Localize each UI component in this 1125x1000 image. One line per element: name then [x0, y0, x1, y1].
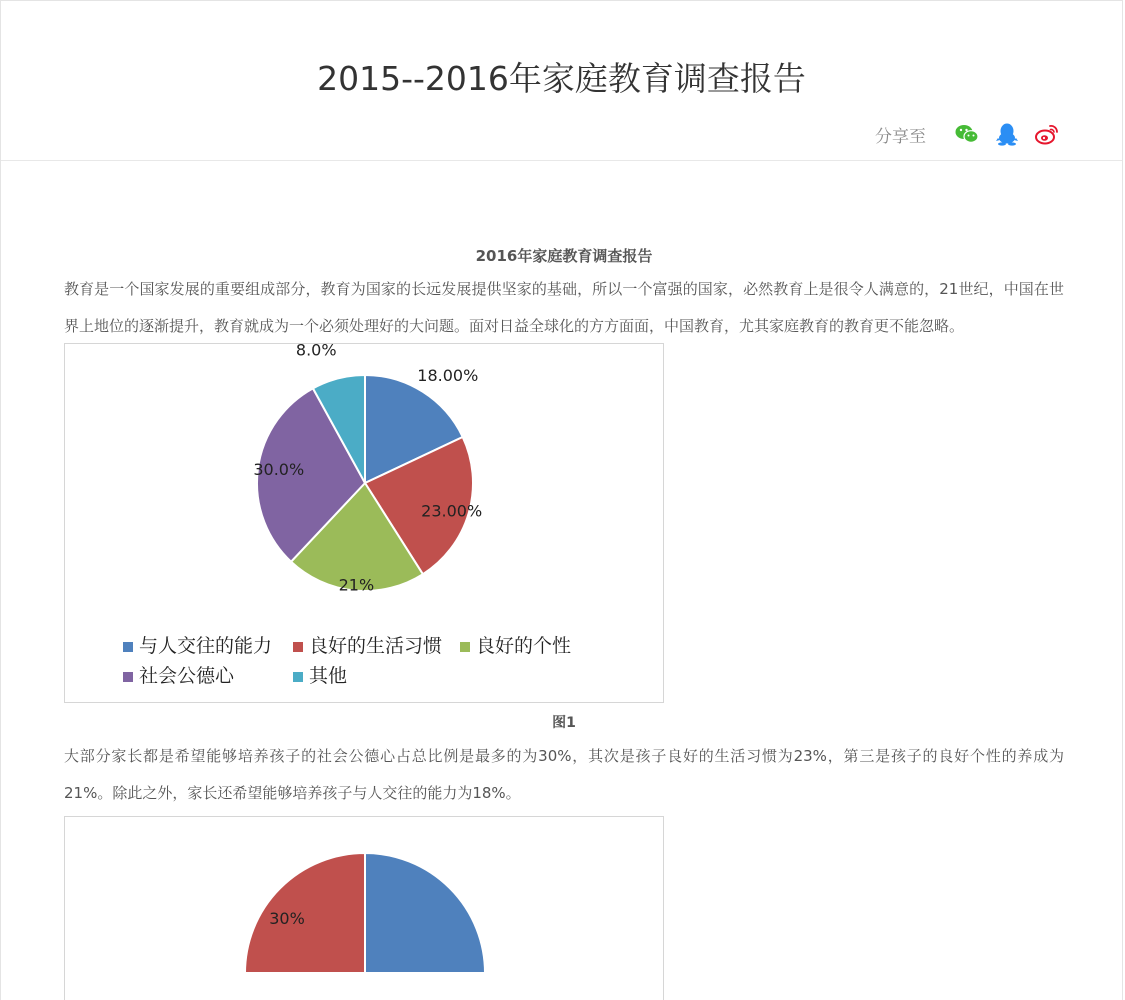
legend-label: 其他 — [309, 665, 348, 687]
pie-data-label: 30.0% — [253, 460, 305, 480]
pie-data-label: 21% — [338, 575, 375, 595]
qq-icon[interactable] — [994, 121, 1020, 147]
legend-swatch — [123, 642, 133, 652]
legend-label: 与人交往的能力 — [139, 635, 273, 657]
legend-swatch — [293, 642, 303, 652]
figure-1 — [64, 343, 664, 703]
legend-swatch — [123, 672, 133, 682]
legend-swatch — [293, 672, 303, 682]
article — [64, 241, 1064, 1000]
pie-data-label: 23.00% — [421, 501, 483, 521]
pie-data-label: 18.00% — [417, 365, 479, 385]
weibo-icon[interactable] — [1034, 121, 1060, 147]
pie-chart-2 — [65, 817, 663, 1000]
pie-data-label: 30% — [269, 909, 305, 928]
intro-paragraph: 教育是一个国家发展的重要组成部分，教育为国家的长远发展提供坚家的基础，所以一个富强的国家，必然教育上是很令人满意的，21世纪，中国在世界上地位的逐渐提升，教育就成为一个必须处理好的大问题。面对日益全球化的方方面面，中国教育，尤其家庭教育的教育更不能忽略。 — [64, 280, 1064, 335]
wechat-icon[interactable] — [954, 121, 980, 147]
legend-swatch — [460, 642, 470, 652]
article-title: 2016年家庭教育调查报告 — [475, 247, 653, 265]
header — [1, 1, 1122, 161]
share-label: 分享至 — [875, 126, 926, 147]
legend-label: 社会公德心 — [139, 665, 235, 687]
legend-label: 良好的生活习惯 — [309, 635, 443, 657]
pie-chart-1 — [65, 344, 663, 702]
share-bar — [875, 121, 1060, 147]
legend-label: 良好的个性 — [476, 635, 572, 657]
paragraph-2: 大部分家长都是希望能够培养孩子的社会公德心占总比例是最多的为30%，其次是孩子良好的生活习惯为23%，第三是孩子的良好个性的养成为21%。除此之外，家长还希望能够培养孩子与人交往的能力为18%。 — [64, 747, 1064, 802]
figure-2 — [64, 816, 664, 1000]
page-title: 2015--2016年家庭教育调查报告 — [317, 59, 806, 98]
figure-1-caption: 图1 — [552, 715, 576, 731]
pie-slice — [365, 853, 485, 973]
pie-slice — [245, 853, 365, 973]
pie-data-label: 8.0% — [295, 344, 337, 360]
